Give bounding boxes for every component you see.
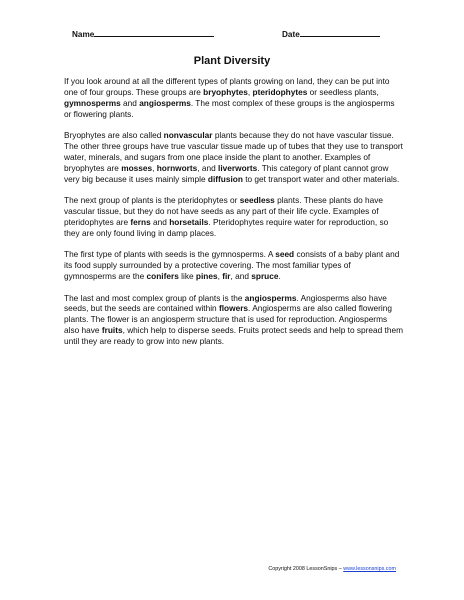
key-term: diffusion [207,173,243,184]
separator: – [338,566,344,572]
text-segment: . Angiosperms also have seeds, but the seeds are contained within [64,292,387,314]
paragraph-1 [64,76,404,120]
key-term: bryophytes [203,86,248,97]
worksheet-header [72,28,392,42]
date-field [282,28,380,39]
text-segment: plants because they do not have vascular tissue. The other three groups have true vascular tissue made up of tubes that they use to transport water, minerals, and sugars from one place inside the plant to another. Examples of bryophytes are [64,130,403,173]
key-term: horsetails [169,216,209,227]
paragraph-5 [64,293,404,348]
text-segment: . The most complex of these groups is the angiosperms or flowering plants. [64,97,395,119]
text-segment: The first type of plants with seeds is the gymnosperms. A [64,249,276,260]
text-segment: , [152,162,157,173]
text-segment: , [217,271,223,282]
key-term: angiosperms [244,292,297,303]
text-segment: consists of a baby plant and its food supply surrounded by a protective covering. The most familiar types of gymnosperms are the [64,249,400,282]
date-blank-line [300,28,380,37]
footer-link[interactable]: www.lessonsnips.com [343,566,396,572]
text-segment: If you look around at all the different types of plants growing on land, they can be put into one of four groups. These groups are [64,76,390,97]
text-segment: The last and most complex group of plants is the [64,292,245,303]
text-segment: . This category of plant cannot grow very big because it uses mainly simple [64,162,389,184]
key-term: liverworts [218,162,258,173]
key-term: mosses [121,162,153,173]
text-segment: , and [230,271,252,282]
text-segment: , and [197,162,219,173]
name-field [72,28,214,39]
text-segment: . [278,271,281,282]
paragraph-3 [64,195,404,239]
key-term: spruce [251,271,279,282]
key-term: seed [275,249,295,260]
key-term: hornworts [156,162,198,173]
text-segment: and [150,216,170,227]
paragraph-4 [64,249,404,282]
key-term: nonvascular [163,130,213,141]
text-segment: and [120,97,140,108]
footer [268,566,396,572]
body-text [64,76,404,358]
text-segment: to get transport water and other materials. [242,173,400,184]
text-segment: The next group of plants is the pteridophytes or [64,195,240,206]
key-term: pines [195,271,218,282]
key-term: fruits [101,325,123,336]
text-segment: or seedless plants, [307,86,379,97]
text-segment: . Pteridophytes require water for reproduction, so they are only found living in damp places. [64,216,389,238]
key-term: pteridophytes [252,86,308,97]
text-segment: like [178,271,196,282]
key-term: conifers [146,271,179,282]
key-term: flowers [218,303,249,314]
key-term: seedless [239,195,275,206]
copyright-text: Copyright 2008 LessonSnips [268,566,338,572]
text-segment: , [247,86,253,97]
text-segment: Bryophytes are also called [64,130,164,141]
key-term: fir [222,271,231,282]
text-segment: , which help to disperse seeds. Fruits protect seeds and help to spread them until they are ready to grow into new plants. [64,325,403,347]
key-term: gymnosperms [64,97,121,108]
date-label: Date [282,30,300,39]
text-segment: plants. These plants do have vascular tissue, but they do not have seeds as any part of their life cycle. Examples of pteridophytes are [64,195,384,227]
name-blank-line [94,28,214,37]
name-label: Name [72,30,95,39]
page-title: Plant Diversity [193,55,271,67]
key-term: angiosperms [139,97,191,108]
text-segment: . Angiosperms are also called flowering plants. The flower is an angiosperm structure that is used for reproduction. Angiosperms also have [64,303,392,336]
key-term: ferns [130,216,151,227]
paragraph-2 [64,130,404,185]
